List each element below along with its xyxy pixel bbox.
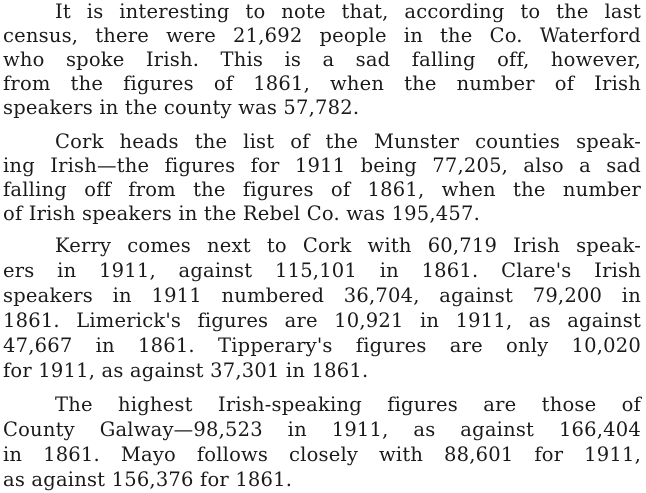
p2-line-3: falling off from the figures of 1861, when the number (3, 178, 641, 201)
p1-line-1: It is interesting to note that, according to the last (55, 0, 641, 23)
p4-line-3: in 1861. Mayo follows closely with 88,601 for 1911, (3, 443, 641, 466)
p1-line-2: census, there were 21,692 people in the Co. Waterford (3, 24, 641, 47)
p3-line-2: ers in 1911, against 115,101 in 1861. Clare's Irish (3, 259, 641, 282)
p2-line-1: Cork heads the list of the Munster counties speak- (55, 130, 641, 153)
p1-line-4: from the figures of 1861, when the number of Irish (3, 72, 641, 95)
p4-line-1: The highest Irish-speaking figures are those of (55, 393, 641, 416)
p3-line-4: 1861. Limerick's figures are 10,921 in 1911, as against (3, 309, 641, 332)
newspaper-article (3, 0, 641, 493)
p3-line-5: 47,667 in 1861. Tipperary's figures are only 10,020 (3, 334, 641, 357)
p3-line-3: speakers in 1911 numbered 36,704, against 79,200 in (3, 284, 641, 307)
p1-line-3: who spoke Irish. This is a sad falling off, however, (3, 48, 641, 71)
p4-line-2: County Galway—98,523 in 1911, as against 166,404 (3, 418, 641, 441)
p3-line-1: Kerry comes next to Cork with 60,719 Irish speak- (55, 234, 641, 257)
p4-line-4: as against 156,376 for 1861. (3, 468, 293, 491)
p3-line-6: for 1911, as against 37,301 in 1861. (3, 359, 369, 382)
p2-line-4: of Irish speakers in the Rebel Co. was 195,457. (3, 202, 480, 225)
p2-line-2: ing Irish—the figures for 1911 being 77,205, also a sad (3, 154, 641, 177)
p1-line-5: speakers in the county was 57,782. (3, 96, 360, 119)
